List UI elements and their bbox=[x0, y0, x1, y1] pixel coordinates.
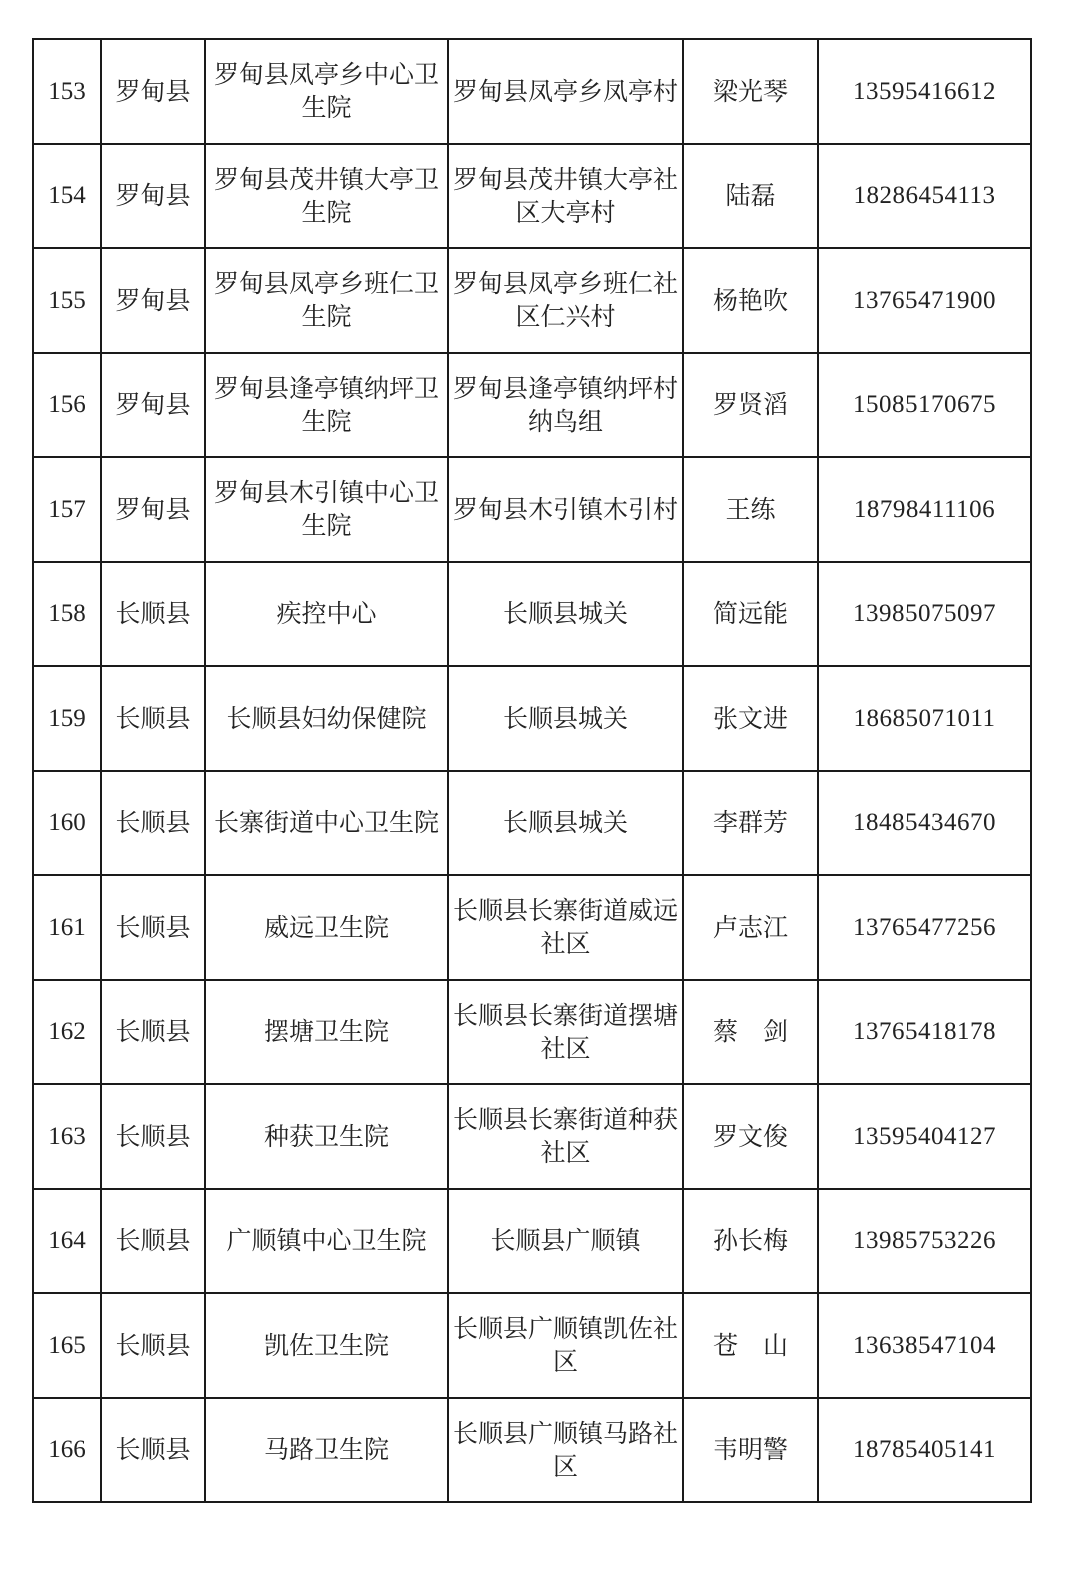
address-cell-text: 长顺县长寨街道威远社区 bbox=[453, 896, 679, 959]
address-cell bbox=[448, 248, 683, 353]
phone-cell-text: 13765418178 bbox=[853, 1018, 996, 1046]
address-cell bbox=[448, 39, 683, 144]
contact-name-cell-text: 杨艳吹 bbox=[712, 285, 788, 315]
phone-cell-text: 13638547104 bbox=[853, 1331, 996, 1359]
phone-cell bbox=[818, 980, 1031, 1085]
address-cell bbox=[448, 562, 683, 667]
table-row bbox=[33, 1398, 1031, 1503]
county-cell-text: 罗甸县 bbox=[115, 76, 191, 106]
table-row bbox=[33, 980, 1031, 1085]
address-cell-text: 长顺县广顺镇 bbox=[490, 1226, 641, 1256]
address-cell-text: 长顺县城关 bbox=[502, 599, 628, 629]
county-cell bbox=[101, 1084, 205, 1189]
row-number-text: 162 bbox=[48, 1018, 86, 1046]
unit-cell bbox=[205, 980, 448, 1085]
contact-name-cell bbox=[683, 980, 818, 1085]
unit-cell-text: 广顺镇中心卫生院 bbox=[226, 1226, 427, 1256]
address-cell bbox=[448, 457, 683, 562]
contact-name-cell bbox=[683, 353, 818, 458]
phone-cell bbox=[818, 39, 1031, 144]
county-cell bbox=[101, 248, 205, 353]
phone-cell-text: 13595404127 bbox=[853, 1122, 996, 1150]
county-cell bbox=[101, 144, 205, 249]
unit-cell bbox=[205, 1189, 448, 1294]
unit-cell-text: 长顺县妇幼保健院 bbox=[226, 703, 427, 733]
row-number-text: 158 bbox=[48, 600, 86, 628]
unit-cell-text: 种获卫生院 bbox=[263, 1121, 389, 1151]
unit-cell bbox=[205, 144, 448, 249]
address-cell-text: 罗甸县木引镇木引村 bbox=[453, 494, 679, 524]
phone-cell bbox=[818, 666, 1031, 771]
contact-name-cell bbox=[683, 1189, 818, 1294]
county-cell bbox=[101, 353, 205, 458]
address-cell bbox=[448, 353, 683, 458]
row-number bbox=[33, 353, 101, 458]
table-row bbox=[33, 457, 1031, 562]
contact-name-cell-text: 陆磊 bbox=[725, 181, 776, 211]
contact-name-cell-text: 韦明警 bbox=[712, 1435, 788, 1465]
unit-cell-text: 罗甸县茂井镇大亭卫生院 bbox=[213, 164, 439, 227]
row-number bbox=[33, 771, 101, 876]
phone-cell bbox=[818, 771, 1031, 876]
row-number-text: 164 bbox=[48, 1227, 86, 1255]
contact-name-cell-text: 张文进 bbox=[712, 703, 788, 733]
phone-cell bbox=[818, 457, 1031, 562]
address-cell-text: 罗甸县凤亭乡班仁社区仁兴村 bbox=[453, 269, 679, 332]
unit-cell bbox=[205, 875, 448, 980]
row-number bbox=[33, 562, 101, 667]
address-cell-text: 长顺县长寨街道种获社区 bbox=[453, 1105, 679, 1168]
phone-cell bbox=[818, 248, 1031, 353]
row-number bbox=[33, 1293, 101, 1398]
contact-name-cell bbox=[683, 771, 818, 876]
county-cell-text: 长顺县 bbox=[115, 599, 191, 629]
unit-cell bbox=[205, 1398, 448, 1503]
unit-cell-text: 凯佐卫生院 bbox=[263, 1330, 389, 1360]
contact-name-cell-text: 苍 山 bbox=[712, 1330, 788, 1360]
phone-cell-text: 18785405141 bbox=[853, 1436, 996, 1464]
address-cell bbox=[448, 1189, 683, 1294]
contact-name-cell-text: 卢志江 bbox=[712, 912, 788, 942]
unit-cell bbox=[205, 562, 448, 667]
row-number-text: 156 bbox=[48, 391, 86, 419]
phone-cell-text: 13985075097 bbox=[853, 600, 996, 628]
contact-name-cell bbox=[683, 39, 818, 144]
phone-cell-text: 18286454113 bbox=[853, 182, 996, 210]
unit-cell-text: 罗甸县凤亭乡班仁卫生院 bbox=[213, 269, 439, 332]
unit-cell-text: 摆塘卫生院 bbox=[263, 1017, 389, 1047]
row-number-text: 161 bbox=[48, 913, 86, 941]
unit-cell-text: 罗甸县凤亭乡中心卫生院 bbox=[213, 60, 439, 123]
address-cell-text: 罗甸县凤亭乡凤亭村 bbox=[453, 76, 679, 106]
row-number bbox=[33, 248, 101, 353]
address-cell-text: 长顺县广顺镇凯佐社区 bbox=[453, 1314, 679, 1377]
contact-name-cell-text: 梁光琴 bbox=[712, 76, 788, 106]
contact-name-cell bbox=[683, 1293, 818, 1398]
address-cell-text: 长顺县城关 bbox=[502, 808, 628, 838]
county-cell bbox=[101, 875, 205, 980]
phone-cell-text: 13595416612 bbox=[853, 77, 996, 105]
contact-name-cell bbox=[683, 562, 818, 667]
contact-name-cell bbox=[683, 144, 818, 249]
table-body bbox=[33, 39, 1031, 1502]
table-row bbox=[33, 666, 1031, 771]
address-cell bbox=[448, 875, 683, 980]
county-cell-text: 长顺县 bbox=[115, 703, 191, 733]
unit-cell bbox=[205, 457, 448, 562]
phone-cell-text: 18798411106 bbox=[853, 495, 996, 523]
table-row bbox=[33, 353, 1031, 458]
unit-cell-text: 威远卫生院 bbox=[263, 912, 389, 942]
contact-name-cell bbox=[683, 1398, 818, 1503]
unit-cell bbox=[205, 248, 448, 353]
county-cell-text: 长顺县 bbox=[115, 1121, 191, 1151]
phone-cell bbox=[818, 353, 1031, 458]
contact-name-cell bbox=[683, 666, 818, 771]
row-number-text: 165 bbox=[48, 1331, 86, 1359]
county-cell bbox=[101, 1293, 205, 1398]
county-cell-text: 长顺县 bbox=[115, 1435, 191, 1465]
address-cell bbox=[448, 144, 683, 249]
phone-cell bbox=[818, 144, 1031, 249]
county-cell bbox=[101, 562, 205, 667]
address-cell bbox=[448, 980, 683, 1085]
unit-cell bbox=[205, 771, 448, 876]
row-number-text: 155 bbox=[48, 286, 86, 314]
table-row bbox=[33, 39, 1031, 144]
unit-cell bbox=[205, 39, 448, 144]
county-cell-text: 长顺县 bbox=[115, 1017, 191, 1047]
phone-cell bbox=[818, 875, 1031, 980]
contact-name-cell-text: 王练 bbox=[725, 494, 776, 524]
table-row bbox=[33, 1189, 1031, 1294]
contact-name-cell bbox=[683, 248, 818, 353]
county-cell bbox=[101, 980, 205, 1085]
row-number-text: 153 bbox=[48, 77, 86, 105]
county-cell-text: 长顺县 bbox=[115, 808, 191, 838]
table-row bbox=[33, 562, 1031, 667]
table-row bbox=[33, 144, 1031, 249]
address-cell bbox=[448, 1398, 683, 1503]
address-cell bbox=[448, 1084, 683, 1189]
row-number bbox=[33, 1084, 101, 1189]
row-number bbox=[33, 1398, 101, 1503]
phone-cell bbox=[818, 1189, 1031, 1294]
county-cell bbox=[101, 771, 205, 876]
address-cell-text: 长顺县广顺镇马路社区 bbox=[453, 1418, 679, 1481]
row-number-text: 157 bbox=[48, 495, 86, 523]
county-cell-text: 罗甸县 bbox=[115, 285, 191, 315]
row-number-text: 154 bbox=[48, 182, 86, 210]
county-cell-text: 罗甸县 bbox=[115, 181, 191, 211]
address-cell-text: 长顺县长寨街道摆塘社区 bbox=[453, 1000, 679, 1063]
contact-name-cell bbox=[683, 457, 818, 562]
contact-name-cell-text: 简远能 bbox=[712, 599, 788, 629]
contact-name-cell-text: 孙长梅 bbox=[712, 1226, 788, 1256]
row-number bbox=[33, 666, 101, 771]
address-cell-text: 罗甸县逢亭镇纳坪村纳鸟组 bbox=[453, 373, 679, 436]
row-number-text: 160 bbox=[48, 809, 86, 837]
unit-cell-text: 罗甸县逢亭镇纳坪卫生院 bbox=[213, 373, 439, 436]
phone-cell-text: 18485434670 bbox=[853, 809, 996, 837]
contact-name-cell-text: 蔡 剑 bbox=[712, 1017, 788, 1047]
unit-cell bbox=[205, 1084, 448, 1189]
address-cell-text: 罗甸县茂井镇大亭社区大亭村 bbox=[453, 164, 679, 227]
phone-cell bbox=[818, 562, 1031, 667]
phone-cell-text: 13765477256 bbox=[853, 913, 996, 941]
table-row bbox=[33, 875, 1031, 980]
county-cell-text: 长顺县 bbox=[115, 1330, 191, 1360]
row-number-text: 159 bbox=[48, 704, 86, 732]
county-cell bbox=[101, 666, 205, 771]
phone-cell bbox=[818, 1293, 1031, 1398]
unit-cell-text: 长寨街道中心卫生院 bbox=[213, 808, 439, 838]
contact-name-cell-text: 罗文俊 bbox=[712, 1121, 788, 1151]
unit-cell bbox=[205, 1293, 448, 1398]
county-cell-text: 罗甸县 bbox=[115, 390, 191, 420]
county-cell bbox=[101, 1189, 205, 1294]
row-number-text: 163 bbox=[48, 1122, 86, 1150]
phone-cell-text: 18685071011 bbox=[853, 704, 996, 732]
phone-cell bbox=[818, 1084, 1031, 1189]
county-cell bbox=[101, 1398, 205, 1503]
contact-name-cell-text: 李群芳 bbox=[712, 808, 788, 838]
contact-name-cell bbox=[683, 875, 818, 980]
address-cell bbox=[448, 666, 683, 771]
phone-cell-text: 13765471900 bbox=[853, 286, 996, 314]
county-cell bbox=[101, 457, 205, 562]
contact-name-cell bbox=[683, 1084, 818, 1189]
row-number-text: 166 bbox=[48, 1436, 86, 1464]
unit-cell-text: 罗甸县木引镇中心卫生院 bbox=[213, 478, 439, 541]
row-number bbox=[33, 1189, 101, 1294]
phone-cell bbox=[818, 1398, 1031, 1503]
table-row bbox=[33, 1293, 1031, 1398]
phone-cell-text: 15085170675 bbox=[853, 391, 996, 419]
table-row bbox=[33, 771, 1031, 876]
unit-cell bbox=[205, 353, 448, 458]
address-cell bbox=[448, 771, 683, 876]
county-cell-text: 罗甸县 bbox=[115, 494, 191, 524]
row-number bbox=[33, 875, 101, 980]
contact-table bbox=[32, 38, 1032, 1503]
table-row bbox=[33, 1084, 1031, 1189]
table-row bbox=[33, 248, 1031, 353]
row-number bbox=[33, 144, 101, 249]
row-number bbox=[33, 980, 101, 1085]
address-cell-text: 长顺县城关 bbox=[502, 703, 628, 733]
row-number bbox=[33, 457, 101, 562]
unit-cell-text: 马路卫生院 bbox=[263, 1435, 389, 1465]
unit-cell bbox=[205, 666, 448, 771]
unit-cell-text: 疾控中心 bbox=[276, 599, 377, 629]
address-cell bbox=[448, 1293, 683, 1398]
county-cell bbox=[101, 39, 205, 144]
contact-name-cell-text: 罗贤滔 bbox=[712, 390, 788, 420]
phone-cell-text: 13985753226 bbox=[853, 1227, 996, 1255]
county-cell-text: 长顺县 bbox=[115, 1226, 191, 1256]
row-number bbox=[33, 39, 101, 144]
county-cell-text: 长顺县 bbox=[115, 912, 191, 942]
